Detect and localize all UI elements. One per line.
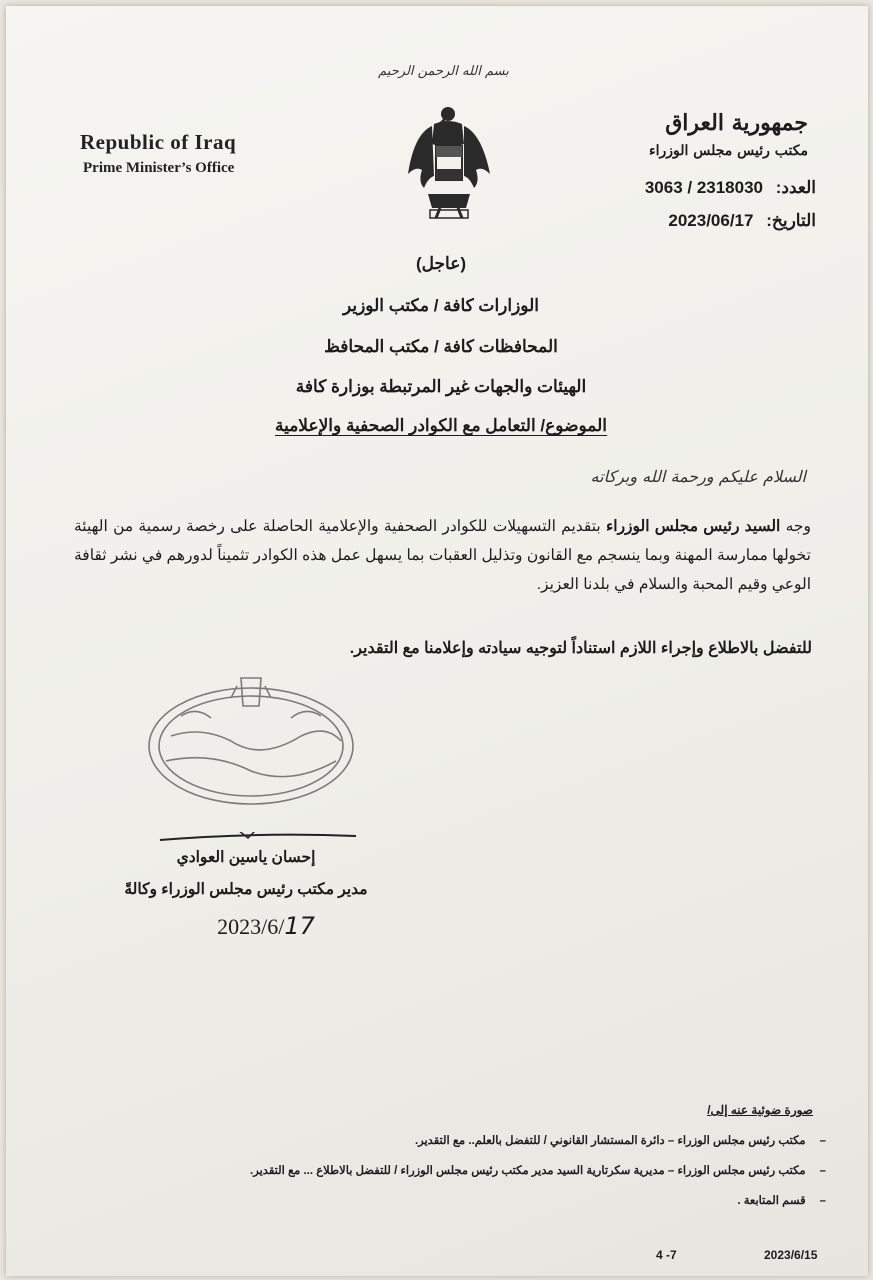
signature-date-printed: 2023/6/ [217,914,285,939]
english-title: Republic of Iraq [80,130,237,154]
addressee-bodies: الهيئات والجهات غير المرتبطة بوزارة كافة [295,377,587,396]
arabic-office-title: مكتب رئيس مجلس الوزراء [649,143,808,159]
copy-item-text: مكتب رئيس مجلس الوزراء – مديرية سكرتارية السيد مدير مكتب رئيس مجلس الوزراء / للتفضل بالاطلاع ... مع التقدير. [250,1165,806,1177]
body-prefix: وجه [785,518,811,535]
copy-item [156,1186,826,1216]
letter-body [74,512,811,599]
date-label: التاريخ: [766,211,816,230]
body-rest: بتقديم التسهيلات للكوادر الصحفية والإعلامية الحاصلة على رخصة رسمية من الهيئة تخولها ممارسة المهنة وبما ينسجم مع القانون وتذليل العقبات بما يسهل عمل هذه الكوادر تثميناً لدورهم في نشر ثقافة الوعي وقيم المحبة والسلام في بلدنا العزيز. [74,518,811,593]
signature-date [186,912,346,940]
footer-date: 2023/6/15 [764,1248,818,1262]
reference-number [496,178,816,198]
iraq-emblem-icon [404,104,494,224]
subject-line [206,416,676,436]
copy-item [156,1156,826,1186]
addressee-ministries: الوزارات كافة / مكتب الوزير [342,296,539,315]
arabic-republic-title: جمهورية العراق [665,110,808,136]
copy-item [156,1126,826,1156]
official-stamp-icon [141,666,361,816]
signatory-name: إحسان ياسين العوادي [176,849,316,866]
reference-label: العدد: [775,178,816,197]
closing-line: للتفضل بالاطلاع وإجراء اللازم استناداً لتوجيه سيادته وإعلامنا مع التقدير. [349,640,812,657]
document-page [6,6,868,1276]
copies-heading: صورة ضوئية عنه إلى/ [707,1103,813,1117]
footer-page-code: 4 -7 [656,1248,677,1262]
body-bold: السيد رئيس مجلس الوزراء [605,518,781,535]
basmala: بسم الله الرحمن الرحيم [378,64,509,79]
list-dash: – [819,1165,826,1177]
urgent-label: (عاجل) [415,254,467,273]
subject-text: الموضوع/ التعامل مع الكوادر الصحفية والإعلامية [274,416,608,435]
signature-stroke-icon [158,832,358,842]
signature-date-handwritten: 17 [284,912,315,940]
copy-item-text: قسم المتابعة . [737,1195,806,1207]
copies-list [156,1126,826,1216]
letter-date [496,211,816,231]
date-value: 2023/06/17 [668,211,754,230]
list-dash: – [819,1195,826,1207]
copy-item-text: مكتب رئيس مجلس الوزراء – دائرة المستشار القانوني / للتفضل بالعلم.. مع التقدير. [414,1135,806,1147]
addressee-governorates: المحافظات كافة / مكتب المحافظ [324,337,558,356]
english-office: Prime Minister’s Office [83,160,235,176]
signatory-title: مدير مكتب رئيس مجلس الوزراء وكالةً [124,881,368,898]
reference-value: 3063 / 2318030 [644,178,763,197]
list-dash: – [819,1135,826,1147]
greeting: السلام عليكم ورحمة الله وبركاته [590,467,806,486]
